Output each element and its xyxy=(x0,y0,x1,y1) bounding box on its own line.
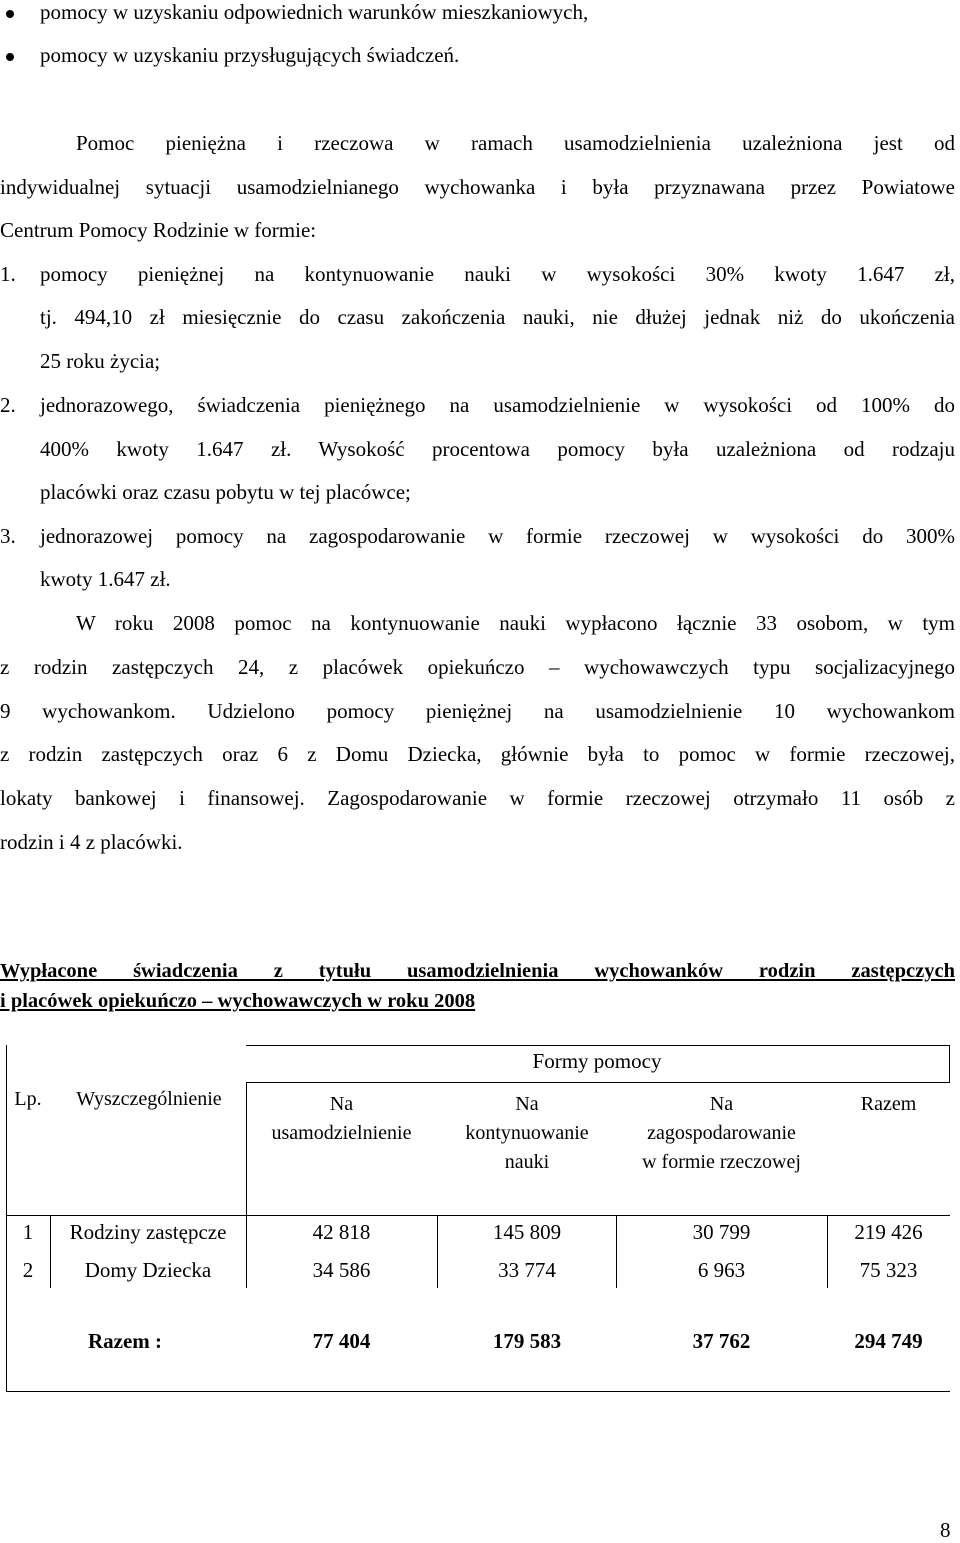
header-line: kontynuowanie xyxy=(465,1122,589,1144)
header-line: zagospodarowanie xyxy=(647,1122,796,1144)
table-sum-value: 77 404 xyxy=(312,1329,371,1353)
table-cell-value: 33 774 xyxy=(498,1258,556,1282)
header-line: usamodzielnienie xyxy=(271,1122,412,1144)
table-cell-lp: 1 xyxy=(22,1220,34,1244)
table-cell-description: Rodziny zastępcze xyxy=(69,1220,227,1244)
column-header-total: Razem xyxy=(860,1093,917,1115)
table-cell-value: 34 586 xyxy=(312,1258,371,1282)
list-item-line: 25 roku życia; xyxy=(40,349,161,373)
column-header-kontynuowanie xyxy=(437,1090,617,1177)
section-heading: Wypłacone świadczenia z tytułu usamodzielnienia wychowanków rodzin zastępczych xyxy=(0,960,955,982)
paragraph-line: 9 wychowankom. Udzielono pomocy pieniężnej na usamodzielnienie 10 wychowankom xyxy=(0,699,955,723)
paragraph-line: indywidualnej sytuacji usamodzielnianego wychowanka i była przyznawana przez Powiatowe xyxy=(0,175,955,199)
paragraph-line: z rodzin zastępczych oraz 6 z Domu Dziecka, głównie była to pomoc w formie rzeczowej, xyxy=(0,742,955,766)
list-item-line: jednorazowego, świadczenia pieniężnego na usamodzielnienie w wysokości od 100% do xyxy=(40,393,955,417)
list-item-line: tj. 494,10 zł miesięcznie do czasu zakończenia nauki, nie dłużej jednak niż do ukończenia xyxy=(40,305,955,329)
table-group-header: Formy pomocy xyxy=(532,1049,662,1073)
table-sum-label: Razem : xyxy=(87,1329,163,1353)
paragraph-line: Pomoc pieniężna i rzeczowa w ramach usamodzielnienia uzależniona jest od xyxy=(76,131,955,155)
bullet-item: pomocy w uzyskaniu przysługujących świadczeń. xyxy=(40,43,460,67)
column-header-usamodzielnienie xyxy=(246,1090,437,1148)
table-cell-description: Domy Dziecka xyxy=(84,1258,212,1282)
paragraph-line: Centrum Pomocy Rodzinie w formie: xyxy=(0,218,317,242)
list-item-line: jednorazowej pomocy na zagospodarowanie w formie rzeczowej w wysokości do 300% xyxy=(40,524,955,548)
header-line: Na xyxy=(329,1093,354,1115)
list-number: 1. xyxy=(0,262,16,286)
table-cell-value: 42 818 xyxy=(312,1220,371,1244)
paragraph-line: z rodzin zastępczych 24, z placówek opiekuńczo – wychowawczych typu socjalizacyjnego xyxy=(0,655,955,679)
list-item-line: kwoty 1.647 zł. xyxy=(40,567,171,591)
page-number: 8 xyxy=(940,1518,951,1542)
list-number: 2. xyxy=(0,393,16,417)
table-cell-value: 145 809 xyxy=(492,1220,562,1244)
paragraph-line: W roku 2008 pomoc na kontynuowanie nauki wypłacono łącznie 33 osobom, w tym xyxy=(76,611,955,635)
list-item-line: 400% kwoty 1.647 zł. Wysokość procentowa pomocy była uzależniona od rodzaju xyxy=(40,437,955,461)
table-cell-lp: 2 xyxy=(22,1258,34,1282)
table-sum-value: 37 762 xyxy=(692,1329,751,1353)
column-header-description: Wyszczególnienie xyxy=(76,1088,222,1110)
list-item-line: placówki oraz czasu pobytu w tej placówce; xyxy=(40,480,411,504)
table-cell-value: 30 799 xyxy=(692,1220,751,1244)
list-item-line: pomocy pieniężnej na kontynuowanie nauki w wysokości 30% kwoty 1.647 zł, xyxy=(40,262,955,286)
bullet-item: pomocy w uzyskaniu odpowiednich warunków mieszkaniowych, xyxy=(40,0,589,24)
paragraph-line: rodzin i 4 z placówki. xyxy=(0,830,183,854)
section-heading: i placówek opiekuńczo – wychowawczych w roku 2008 xyxy=(0,990,476,1012)
table-cell-total: 75 323 xyxy=(859,1258,918,1282)
table-cell-value: 6 963 xyxy=(697,1258,746,1282)
table-sum-total: 294 749 xyxy=(854,1329,923,1353)
column-header-lp: Lp. xyxy=(14,1088,42,1110)
table-sum-value: 179 583 xyxy=(492,1329,562,1353)
column-header-zagospodarowanie xyxy=(616,1090,827,1177)
paragraph-line: lokaty bankowej i finansowej. Zagospodarowanie w formie rzeczowej otrzymało 11 osób z xyxy=(0,786,955,810)
header-line: Na xyxy=(709,1093,734,1115)
header-line: Na xyxy=(515,1093,539,1115)
header-line: nauki xyxy=(504,1151,550,1173)
list-number: 3. xyxy=(0,524,16,548)
header-line: w formie rzeczowej xyxy=(642,1151,801,1173)
table-cell-total: 219 426 xyxy=(854,1220,923,1244)
